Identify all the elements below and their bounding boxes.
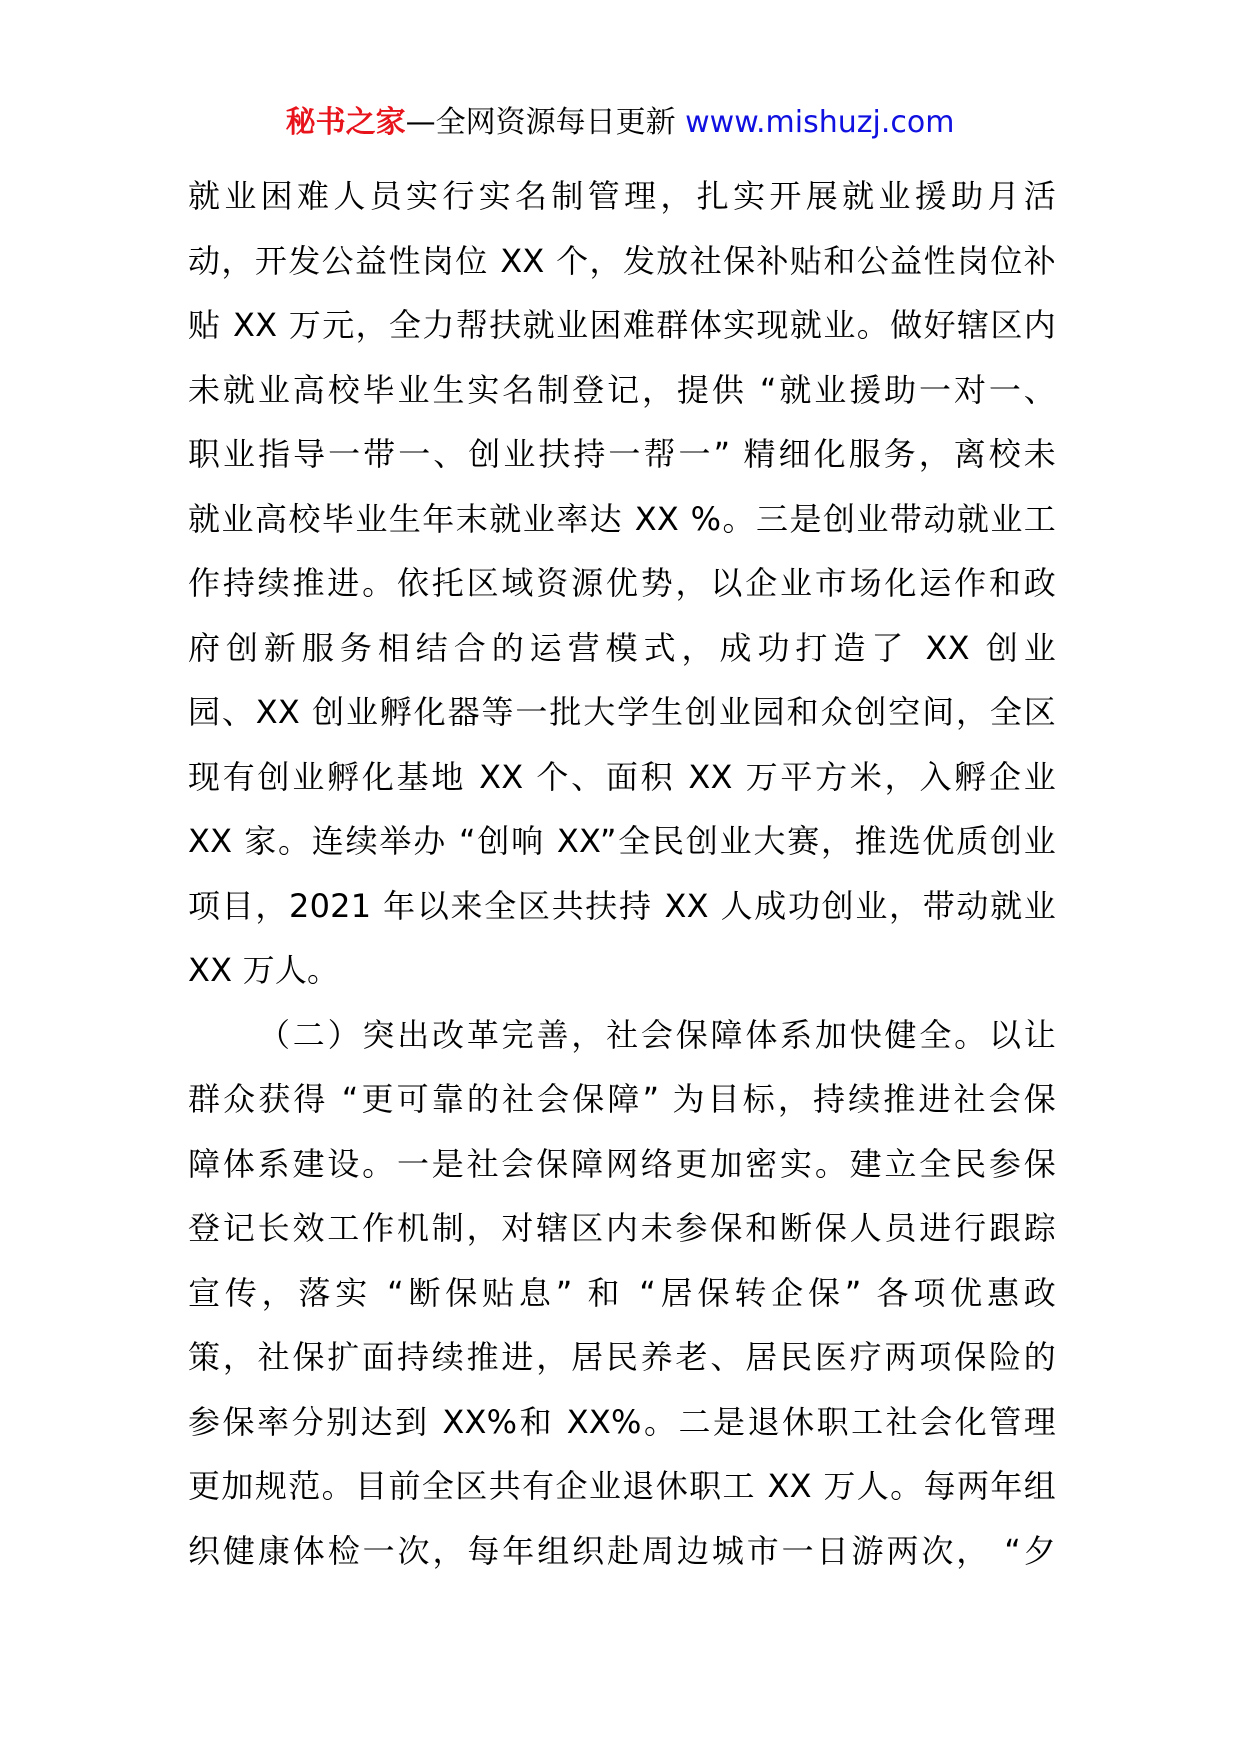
page-header	[0, 101, 1240, 145]
text-line: 现有创业孵化基地 XX 个、面积 XX 万平方米，入孵企业	[188, 757, 1056, 796]
text-line: 贴 XX 万元，全力帮扶就业困难群体实现就业。做好辖区内	[188, 306, 1056, 344]
text-line: 动，开发公益性岗位 XX 个，发放社保补贴和公益性岗位补	[188, 241, 1056, 280]
text-line: 园、XX 创业孵化器等一批大学生创业园和众创空间，全区	[188, 693, 1056, 731]
text-line: 更加规范。目前全区共有企业退休职工 XX 万人。每两年组	[188, 1467, 1056, 1505]
text-line: 宣传，落实 “断保贴息” 和 “居保转企保” 各项优惠政	[188, 1273, 1056, 1312]
text-line: 策，社保扩面持续推进，居民养老、居民医疗两项保险的	[188, 1338, 1056, 1376]
text-line: 群众获得 “更可靠的社会保障” 为目标，持续推进社会保	[188, 1080, 1056, 1118]
text-line: 未就业高校毕业生实名制登记，提供 “就业援助一对一、	[188, 370, 1056, 409]
text-line: 参保率分别达到 XX%和 XX%。二是退休职工社会化管理	[188, 1402, 1056, 1441]
text-line: 登记长效工作机制，对辖区内未参保和断保人员进行跟踪	[188, 1209, 1056, 1247]
text-line: 就业困难人员实行实名制管理，扎实开展就业援助月活	[188, 177, 1056, 215]
text-line: 就业高校毕业生年末就业率达 XX %。三是创业带动就业工	[188, 499, 1056, 538]
text-line: 织健康体检一次，每年组织赴周边城市一日游两次， “夕	[188, 1531, 1056, 1570]
header-url-link[interactable]: www.mishuzj.com	[685, 105, 955, 140]
document-body	[188, 164, 1056, 1583]
header-brand: 秘书之家	[285, 105, 406, 140]
text-line: 项目，2021 年以来全区共扶持 XX 人成功创业，带动就业	[188, 886, 1056, 925]
text-line: 障体系建设。一是社会保障网络更加密实。建立全民参保	[188, 1144, 1056, 1183]
paragraph-end-line: XX 万人。	[188, 951, 340, 989]
header-tagline: —全网资源每日更新	[405, 105, 686, 140]
text-line: 职业指导一带一、创业扶持一帮一” 精细化服务，离校未	[188, 435, 1056, 473]
text-line: XX 家。连续举办 “创响 XX”全民创业大赛，推选优质创业	[188, 822, 1056, 860]
text-line: 府创新服务相结合的运营模式，成功打造了 XX 创业	[188, 628, 1056, 667]
text-line: 作持续推进。依托区域资源优势，以企业市场化运作和政	[188, 564, 1056, 602]
section-heading-line: （二）突出改革完善，社会保障体系加快健全。以让	[258, 1015, 1056, 1054]
